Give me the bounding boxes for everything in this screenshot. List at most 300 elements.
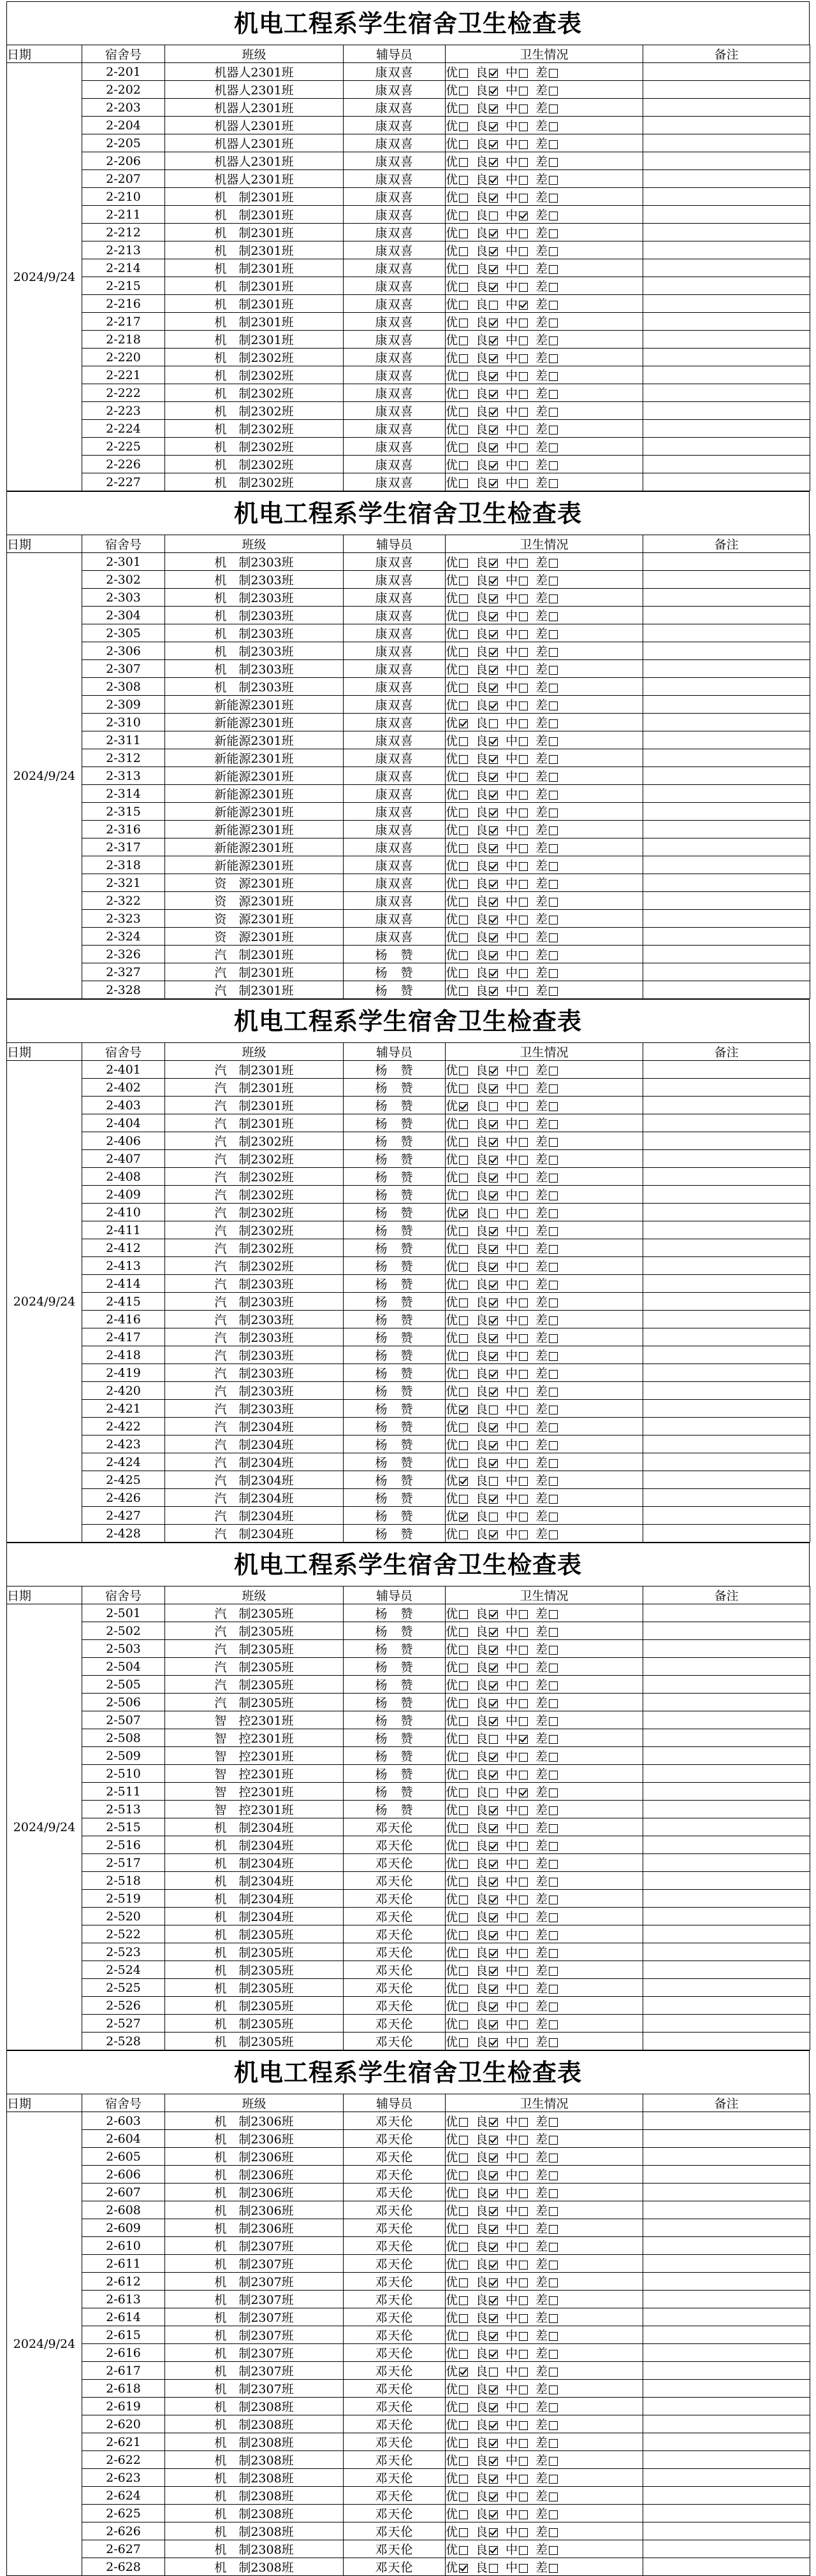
checked-checkbox-icon[interactable] (489, 1352, 498, 1361)
checkbox-icon[interactable] (519, 1209, 528, 1218)
checkbox-icon[interactable] (519, 354, 528, 363)
checkbox-icon[interactable] (549, 1423, 558, 1432)
checkbox-icon[interactable] (519, 1878, 528, 1887)
checkbox-icon[interactable] (459, 791, 468, 800)
checkbox-icon[interactable] (459, 140, 468, 149)
checkbox-icon[interactable] (519, 2278, 528, 2287)
checkbox-icon[interactable] (549, 1610, 558, 1619)
checkbox-icon[interactable] (519, 1530, 528, 1539)
checkbox-icon[interactable] (459, 1771, 468, 1780)
checkbox-icon[interactable] (489, 1477, 498, 1486)
checkbox-icon[interactable] (549, 301, 558, 310)
checkbox-icon[interactable] (459, 247, 468, 256)
checkbox-icon[interactable] (459, 1156, 468, 1165)
checkbox-icon[interactable] (459, 2350, 468, 2359)
checkbox-icon[interactable] (459, 1806, 468, 1815)
checkbox-icon[interactable] (549, 880, 558, 889)
checkbox-icon[interactable] (459, 2261, 468, 2270)
checkbox-icon[interactable] (519, 194, 528, 203)
checkbox-icon[interactable] (459, 212, 468, 220)
checkbox-icon[interactable] (459, 1316, 468, 1325)
checkbox-icon[interactable] (519, 2207, 528, 2216)
checkbox-icon[interactable] (549, 2493, 558, 2501)
checkbox-icon[interactable] (549, 809, 558, 817)
checkbox-icon[interactable] (459, 1664, 468, 1673)
checkbox-icon[interactable] (459, 1949, 468, 1958)
checkbox-icon[interactable] (519, 426, 528, 435)
checkbox-icon[interactable] (519, 1610, 528, 1619)
checked-checkbox-icon[interactable] (489, 2296, 498, 2305)
checkbox-icon[interactable] (549, 933, 558, 942)
checkbox-icon[interactable] (519, 1441, 528, 1450)
checkbox-icon[interactable] (549, 1406, 558, 1414)
checkbox-icon[interactable] (459, 2003, 468, 2011)
checked-checkbox-icon[interactable] (489, 2332, 498, 2341)
checkbox-icon[interactable] (519, 702, 528, 710)
checkbox-icon[interactable] (549, 443, 558, 452)
checkbox-icon[interactable] (459, 122, 468, 131)
checkbox-icon[interactable] (489, 212, 498, 220)
checkbox-icon[interactable] (459, 1227, 468, 1236)
checkbox-icon[interactable] (549, 176, 558, 185)
checkbox-icon[interactable] (459, 87, 468, 96)
checkbox-icon[interactable] (519, 69, 528, 78)
checkbox-icon[interactable] (549, 1281, 558, 1290)
checkbox-icon[interactable] (549, 1120, 558, 1129)
checkbox-icon[interactable] (549, 559, 558, 568)
checkbox-icon[interactable] (459, 2546, 468, 2555)
checkbox-icon[interactable] (549, 2314, 558, 2323)
checkbox-icon[interactable] (519, 176, 528, 185)
checkbox-icon[interactable] (549, 2207, 558, 2216)
checked-checkbox-icon[interactable] (489, 951, 498, 960)
checkbox-icon[interactable] (519, 1459, 528, 1468)
checkbox-icon[interactable] (519, 1316, 528, 1325)
checkbox-icon[interactable] (519, 809, 528, 817)
checkbox-icon[interactable] (549, 336, 558, 345)
checkbox-icon[interactable] (459, 2207, 468, 2216)
checkbox-icon[interactable] (519, 737, 528, 746)
checkbox-icon[interactable] (459, 158, 468, 167)
checkbox-icon[interactable] (459, 2439, 468, 2448)
checked-checkbox-icon[interactable] (489, 862, 498, 871)
checkbox-icon[interactable] (459, 1717, 468, 1726)
checkbox-icon[interactable] (519, 104, 528, 113)
checkbox-icon[interactable] (549, 2225, 558, 2234)
checkbox-icon[interactable] (489, 1102, 498, 1111)
checkbox-icon[interactable] (519, 2136, 528, 2145)
checked-checkbox-icon[interactable] (489, 1913, 498, 1922)
checkbox-icon[interactable] (459, 1370, 468, 1379)
checkbox-icon[interactable] (519, 1067, 528, 1076)
checkbox-icon[interactable] (519, 1227, 528, 1236)
checkbox-icon[interactable] (459, 809, 468, 817)
checkbox-icon[interactable] (459, 2243, 468, 2252)
checked-checkbox-icon[interactable] (489, 1156, 498, 1165)
checkbox-icon[interactable] (459, 1388, 468, 1397)
checkbox-icon[interactable] (459, 1334, 468, 1343)
checkbox-icon[interactable] (459, 176, 468, 185)
checked-checkbox-icon[interactable] (489, 1967, 498, 1976)
checked-checkbox-icon[interactable] (489, 577, 498, 586)
checkbox-icon[interactable] (459, 2528, 468, 2537)
checkbox-icon[interactable] (519, 1191, 528, 1200)
checkbox-icon[interactable] (459, 2475, 468, 2484)
checked-checkbox-icon[interactable] (489, 844, 498, 853)
checkbox-icon[interactable] (459, 426, 468, 435)
checkbox-icon[interactable] (459, 1299, 468, 1307)
checkbox-icon[interactable] (549, 1370, 558, 1379)
checkbox-icon[interactable] (549, 844, 558, 853)
checkbox-icon[interactable] (519, 2475, 528, 2484)
checked-checkbox-icon[interactable] (489, 390, 498, 399)
checked-checkbox-icon[interactable] (489, 2457, 498, 2466)
checkbox-icon[interactable] (549, 2154, 558, 2162)
checkbox-icon[interactable] (549, 755, 558, 764)
checkbox-icon[interactable] (519, 87, 528, 96)
checkbox-icon[interactable] (549, 1628, 558, 1637)
checkbox-icon[interactable] (519, 719, 528, 728)
checkbox-icon[interactable] (549, 916, 558, 925)
checkbox-icon[interactable] (519, 443, 528, 452)
checked-checkbox-icon[interactable] (489, 612, 498, 621)
checkbox-icon[interactable] (549, 630, 558, 639)
checkbox-icon[interactable] (519, 1842, 528, 1851)
checked-checkbox-icon[interactable] (489, 809, 498, 817)
checked-checkbox-icon[interactable] (489, 2278, 498, 2287)
checked-checkbox-icon[interactable] (489, 1878, 498, 1887)
checked-checkbox-icon[interactable] (489, 2403, 498, 2412)
checkbox-icon[interactable] (459, 951, 468, 960)
checkbox-icon[interactable] (519, 1931, 528, 1940)
checkbox-icon[interactable] (549, 2038, 558, 2047)
checked-checkbox-icon[interactable] (489, 2350, 498, 2359)
checkbox-icon[interactable] (549, 2118, 558, 2127)
checked-checkbox-icon[interactable] (489, 2261, 498, 2270)
checked-checkbox-icon[interactable] (489, 1931, 498, 1940)
checkbox-icon[interactable] (519, 1664, 528, 1673)
checkbox-icon[interactable] (549, 719, 558, 728)
checked-checkbox-icon[interactable] (519, 1735, 528, 1744)
checked-checkbox-icon[interactable] (489, 2207, 498, 2216)
checkbox-icon[interactable] (549, 862, 558, 871)
checkbox-icon[interactable] (519, 2154, 528, 2162)
checkbox-icon[interactable] (519, 612, 528, 621)
checkbox-icon[interactable] (489, 1513, 498, 1522)
checked-checkbox-icon[interactable] (489, 630, 498, 639)
checkbox-icon[interactable] (519, 791, 528, 800)
checkbox-icon[interactable] (519, 1985, 528, 1994)
checked-checkbox-icon[interactable] (489, 1842, 498, 1851)
checkbox-icon[interactable] (519, 229, 528, 238)
checkbox-icon[interactable] (549, 265, 558, 274)
checkbox-icon[interactable] (459, 2225, 468, 2234)
checked-checkbox-icon[interactable] (489, 2020, 498, 2029)
checked-checkbox-icon[interactable] (489, 969, 498, 978)
checked-checkbox-icon[interactable] (489, 1681, 498, 1690)
checked-checkbox-icon[interactable] (489, 684, 498, 693)
checkbox-icon[interactable] (519, 844, 528, 853)
checkbox-icon[interactable] (459, 612, 468, 621)
checkbox-icon[interactable] (519, 1477, 528, 1486)
checked-checkbox-icon[interactable] (489, 2225, 498, 2234)
checkbox-icon[interactable] (549, 2510, 558, 2519)
checkbox-icon[interactable] (549, 1949, 558, 1958)
checked-checkbox-icon[interactable] (489, 666, 498, 675)
checkbox-icon[interactable] (459, 2171, 468, 2180)
checked-checkbox-icon[interactable] (489, 1753, 498, 1762)
checked-checkbox-icon[interactable] (489, 1334, 498, 1343)
checked-checkbox-icon[interactable] (489, 176, 498, 185)
checkbox-icon[interactable] (519, 122, 528, 131)
checkbox-icon[interactable] (519, 987, 528, 996)
checkbox-icon[interactable] (519, 1699, 528, 1708)
checkbox-icon[interactable] (459, 577, 468, 586)
checkbox-icon[interactable] (549, 2243, 558, 2252)
checkbox-icon[interactable] (549, 2350, 558, 2359)
checkbox-icon[interactable] (519, 1423, 528, 1432)
checked-checkbox-icon[interactable] (489, 1495, 498, 1504)
checkbox-icon[interactable] (549, 1806, 558, 1815)
checkbox-icon[interactable] (459, 2154, 468, 2162)
checkbox-icon[interactable] (519, 1495, 528, 1504)
checked-checkbox-icon[interactable] (489, 1459, 498, 1468)
checkbox-icon[interactable] (459, 2038, 468, 2047)
checkbox-icon[interactable] (549, 1191, 558, 1200)
checked-checkbox-icon[interactable] (489, 826, 498, 835)
checked-checkbox-icon[interactable] (489, 559, 498, 568)
checkbox-icon[interactable] (549, 194, 558, 203)
checkbox-icon[interactable] (519, 461, 528, 470)
checkbox-icon[interactable] (549, 1530, 558, 1539)
checked-checkbox-icon[interactable] (489, 1316, 498, 1325)
checked-checkbox-icon[interactable] (489, 2546, 498, 2555)
checkbox-icon[interactable] (549, 1156, 558, 1165)
checked-checkbox-icon[interactable] (489, 1530, 498, 1539)
checkbox-icon[interactable] (519, 969, 528, 978)
checkbox-icon[interactable] (519, 577, 528, 586)
checkbox-icon[interactable] (549, 1681, 558, 1690)
checkbox-icon[interactable] (459, 194, 468, 203)
checkbox-icon[interactable] (519, 594, 528, 603)
checked-checkbox-icon[interactable] (489, 1138, 498, 1147)
checkbox-icon[interactable] (459, 336, 468, 345)
checkbox-icon[interactable] (549, 1441, 558, 1450)
checkbox-icon[interactable] (459, 648, 468, 657)
checkbox-icon[interactable] (549, 2421, 558, 2430)
checkbox-icon[interactable] (519, 2003, 528, 2011)
checked-checkbox-icon[interactable] (489, 372, 498, 381)
checked-checkbox-icon[interactable] (489, 1227, 498, 1236)
checkbox-icon[interactable] (459, 826, 468, 835)
checkbox-icon[interactable] (489, 2564, 498, 2573)
checked-checkbox-icon[interactable] (489, 354, 498, 363)
checked-checkbox-icon[interactable] (489, 2003, 498, 2011)
checkbox-icon[interactable] (549, 684, 558, 693)
checked-checkbox-icon[interactable] (489, 791, 498, 800)
checkbox-icon[interactable] (549, 773, 558, 782)
checkbox-icon[interactable] (519, 1513, 528, 1522)
checked-checkbox-icon[interactable] (489, 1610, 498, 1619)
checkbox-icon[interactable] (519, 916, 528, 925)
checkbox-icon[interactable] (549, 2475, 558, 2484)
checkbox-icon[interactable] (459, 880, 468, 889)
checkbox-icon[interactable] (549, 1316, 558, 1325)
checkbox-icon[interactable] (549, 1513, 558, 1522)
checked-checkbox-icon[interactable] (489, 880, 498, 889)
checkbox-icon[interactable] (549, 1699, 558, 1708)
checked-checkbox-icon[interactable] (489, 773, 498, 782)
checkbox-icon[interactable] (519, 1949, 528, 1958)
checkbox-icon[interactable] (459, 2296, 468, 2305)
checkbox-icon[interactable] (519, 158, 528, 167)
checkbox-icon[interactable] (549, 1459, 558, 1468)
checked-checkbox-icon[interactable] (489, 2475, 498, 2484)
checkbox-icon[interactable] (519, 2350, 528, 2359)
checkbox-icon[interactable] (459, 1878, 468, 1887)
checkbox-icon[interactable] (519, 2528, 528, 2537)
checkbox-icon[interactable] (519, 1406, 528, 1414)
checkbox-icon[interactable] (459, 1423, 468, 1432)
checkbox-icon[interactable] (519, 283, 528, 292)
checkbox-icon[interactable] (549, 1227, 558, 1236)
checkbox-icon[interactable] (519, 1263, 528, 1272)
checkbox-icon[interactable] (549, 87, 558, 96)
checkbox-icon[interactable] (519, 2510, 528, 2519)
checkbox-icon[interactable] (459, 2385, 468, 2394)
checkbox-icon[interactable] (549, 2457, 558, 2466)
checkbox-icon[interactable] (549, 969, 558, 978)
checkbox-icon[interactable] (459, 2136, 468, 2145)
checkbox-icon[interactable] (519, 755, 528, 764)
checkbox-icon[interactable] (549, 2332, 558, 2341)
checkbox-icon[interactable] (519, 1245, 528, 1254)
checkbox-icon[interactable] (459, 1120, 468, 1129)
checkbox-icon[interactable] (459, 1824, 468, 1833)
checked-checkbox-icon[interactable] (489, 755, 498, 764)
checked-checkbox-icon[interactable] (489, 69, 498, 78)
checkbox-icon[interactable] (519, 247, 528, 256)
checked-checkbox-icon[interactable] (489, 2154, 498, 2162)
checkbox-icon[interactable] (459, 408, 468, 417)
checkbox-icon[interactable] (459, 229, 468, 238)
checkbox-icon[interactable] (519, 1281, 528, 1290)
checkbox-icon[interactable] (459, 1860, 468, 1869)
checkbox-icon[interactable] (459, 933, 468, 942)
checked-checkbox-icon[interactable] (489, 594, 498, 603)
checkbox-icon[interactable] (519, 1102, 528, 1111)
checkbox-icon[interactable] (519, 1388, 528, 1397)
checkbox-icon[interactable] (549, 2003, 558, 2011)
checkbox-icon[interactable] (459, 2493, 468, 2501)
checkbox-icon[interactable] (519, 2171, 528, 2180)
checkbox-icon[interactable] (549, 987, 558, 996)
checkbox-icon[interactable] (549, 1771, 558, 1780)
checked-checkbox-icon[interactable] (489, 1664, 498, 1673)
checkbox-icon[interactable] (489, 719, 498, 728)
checkbox-icon[interactable] (489, 2368, 498, 2377)
checkbox-icon[interactable] (459, 2118, 468, 2127)
checkbox-icon[interactable] (519, 1806, 528, 1815)
checkbox-icon[interactable] (549, 390, 558, 399)
checkbox-icon[interactable] (459, 2278, 468, 2287)
checked-checkbox-icon[interactable] (519, 212, 528, 220)
checked-checkbox-icon[interactable] (489, 2314, 498, 2323)
checkbox-icon[interactable] (519, 2038, 528, 2047)
checkbox-icon[interactable] (459, 2403, 468, 2412)
checkbox-icon[interactable] (549, 1352, 558, 1361)
checkbox-icon[interactable] (519, 559, 528, 568)
checkbox-icon[interactable] (549, 212, 558, 220)
checked-checkbox-icon[interactable] (489, 737, 498, 746)
checkbox-icon[interactable] (519, 2439, 528, 2448)
checkbox-icon[interactable] (459, 1985, 468, 1994)
checked-checkbox-icon[interactable] (489, 1896, 498, 1904)
checked-checkbox-icon[interactable] (489, 1388, 498, 1397)
checkbox-icon[interactable] (549, 898, 558, 907)
checkbox-icon[interactable] (459, 773, 468, 782)
checkbox-icon[interactable] (549, 1334, 558, 1343)
checked-checkbox-icon[interactable] (489, 1120, 498, 1129)
checked-checkbox-icon[interactable] (489, 2136, 498, 2145)
checkbox-icon[interactable] (519, 1156, 528, 1165)
checkbox-icon[interactable] (519, 2493, 528, 2501)
checkbox-icon[interactable] (459, 1084, 468, 1093)
checkbox-icon[interactable] (519, 2296, 528, 2305)
checkbox-icon[interactable] (459, 1610, 468, 1619)
checkbox-icon[interactable] (549, 1842, 558, 1851)
checked-checkbox-icon[interactable] (489, 479, 498, 488)
checkbox-icon[interactable] (459, 443, 468, 452)
checked-checkbox-icon[interactable] (459, 1477, 468, 1486)
checkbox-icon[interactable] (549, 1753, 558, 1762)
checkbox-icon[interactable] (549, 2403, 558, 2412)
checkbox-icon[interactable] (489, 1735, 498, 1744)
checkbox-icon[interactable] (519, 1174, 528, 1183)
checkbox-icon[interactable] (459, 2314, 468, 2323)
checkbox-icon[interactable] (459, 969, 468, 978)
checkbox-icon[interactable] (549, 577, 558, 586)
checked-checkbox-icon[interactable] (459, 1209, 468, 1218)
checked-checkbox-icon[interactable] (459, 1102, 468, 1111)
checkbox-icon[interactable] (549, 2261, 558, 2270)
checked-checkbox-icon[interactable] (489, 1985, 498, 1994)
checkbox-icon[interactable] (549, 826, 558, 835)
checkbox-icon[interactable] (549, 2278, 558, 2287)
checkbox-icon[interactable] (519, 1084, 528, 1093)
checkbox-icon[interactable] (459, 1495, 468, 1504)
checkbox-icon[interactable] (519, 2020, 528, 2029)
checkbox-icon[interactable] (459, 1628, 468, 1637)
checkbox-icon[interactable] (549, 461, 558, 470)
checkbox-icon[interactable] (549, 1067, 558, 1076)
checked-checkbox-icon[interactable] (489, 1699, 498, 1708)
checkbox-icon[interactable] (519, 1967, 528, 1976)
checkbox-icon[interactable] (459, 1352, 468, 1361)
checkbox-icon[interactable] (459, 1896, 468, 1904)
checkbox-icon[interactable] (549, 1931, 558, 1940)
checked-checkbox-icon[interactable] (489, 265, 498, 274)
checked-checkbox-icon[interactable] (489, 933, 498, 942)
checkbox-icon[interactable] (519, 880, 528, 889)
checkbox-icon[interactable] (549, 1477, 558, 1486)
checkbox-icon[interactable] (549, 158, 558, 167)
checkbox-icon[interactable] (519, 1138, 528, 1147)
checked-checkbox-icon[interactable] (489, 1628, 498, 1637)
checkbox-icon[interactable] (519, 1717, 528, 1726)
checked-checkbox-icon[interactable] (489, 229, 498, 238)
checkbox-icon[interactable] (459, 844, 468, 853)
